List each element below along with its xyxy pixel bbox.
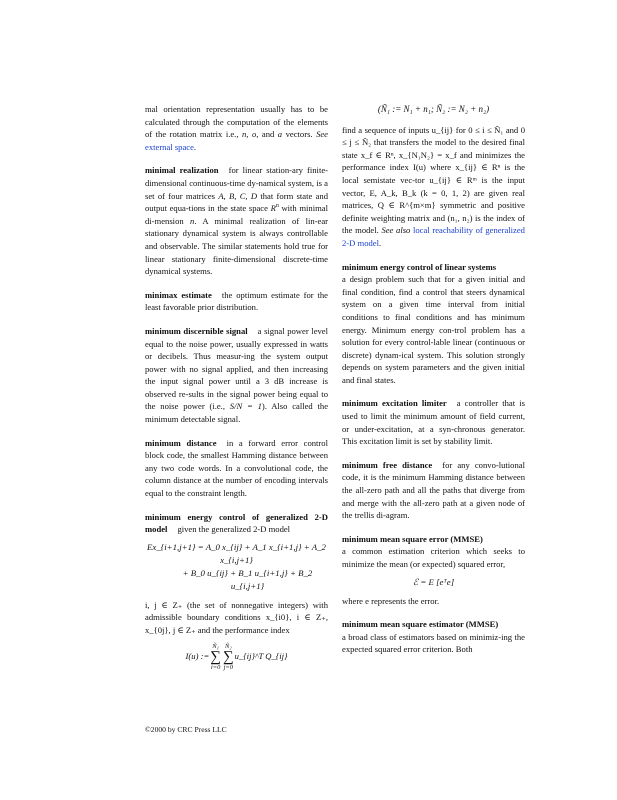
- definition-text-b: i, j ∈ Z₊ (the set of nonnegative integers) with admissible boundary conditions x_{i0}, i ∈ Z₊, x_{0j}, j ∈ Z₊ and the performance index: [145, 599, 328, 635]
- definition-text-b: that form state and output equa-tions in the state space: [145, 190, 328, 214]
- definition-text-a: a signal power level equal to the noise power, usually expressed in watts or decibels. Thus measur-ing the system output power with no signal applied, and then increasing the input signal power until a 3 dB increase is observed re-sults in the signal power being equal to the noise power (i.e.,: [145, 325, 329, 412]
- equation-line-1: Ex_{i+1,j+1} = A_0 x_{ij} + A_1 x_{i+1,j} + A_2 x_{i,j+1}: [147, 541, 326, 565]
- left-column: [145, 103, 328, 679]
- equation-lhs: I(u) :=: [185, 651, 210, 662]
- equation-mmse: ℰ = E [eᵀe]: [412, 576, 455, 587]
- term-min-free-distance: minimum free distance: [342, 459, 433, 470]
- intro-end: .: [193, 141, 197, 152]
- entry-min-energy-linear: [342, 261, 525, 387]
- definition-mats: A, B, C, D: [218, 190, 258, 201]
- link-external-space[interactable]: external space: [145, 141, 194, 152]
- intro-c1: ,: [246, 129, 252, 140]
- definition-rn: R: [270, 203, 276, 214]
- sum-bottom: i=0: [210, 663, 221, 671]
- link-local-reachability[interactable]: local reachability of generalized 2-D model: [342, 225, 525, 248]
- entry-minimum-distance: [145, 437, 328, 500]
- definition-rn-sup: n: [275, 203, 279, 210]
- entry-minimal-realization: [145, 164, 328, 277]
- equation-body: u_{ij}^T Q_{ij}: [234, 651, 288, 662]
- continuation-end: .: [379, 237, 382, 248]
- intro-c2: , and: [256, 129, 278, 140]
- equation-performance-index: [145, 643, 328, 671]
- intro-n: n: [241, 129, 247, 140]
- sum-bottom: j=0: [223, 663, 234, 671]
- entry-mmse-estimator: [342, 618, 525, 656]
- definition-snr: S/N = 1: [229, 401, 262, 412]
- intro-a: a: [277, 129, 283, 140]
- entry-minimum-discernible-signal: [145, 325, 328, 426]
- definition-dim: n: [190, 215, 195, 226]
- sum-symbol-i: Ñ₁ ∑ i=0: [210, 642, 221, 671]
- intro-o: o: [251, 129, 257, 140]
- definition-text-a: for linear station-ary finite-dimensional continuous-time dy-namical system, is a set of four matrices: [145, 165, 329, 201]
- definition-text-a: given the generalized 2-D model: [177, 524, 291, 535]
- sum-top: Ñ₂: [225, 642, 232, 650]
- intro-text-a: mal orientation representation usually has to be calculated through the computation of the elements of the rotation matrix i.e.,: [145, 104, 328, 140]
- definition-text: a controller that is used to limit the minimum amount of field current, or under-excitation, at a syn-chronous generator. This excitation limit is set by stability limit.: [342, 398, 525, 447]
- continuation-text: find a sequence of inputs u_{ij} for 0 ≤ i ≤ Ñ₁ and 0 ≤ j ≤ Ñ₂ that transfers the model to the desired final state x_f ∈ Rⁿ, x_{N₁N₂} = x_f and minimizes the performance index I(u) where x_{ij} ∈ Rⁿ is the local semistate vec-tor u_{ij} ∈ Rᵐ is the input vector, E, A_k, B_k (k = 0, 1, 2) are given real matrices, Q ∈ R^{m×m} symmetric and positive definite weighting matrix and (n₁, n₂) is the index of the model.: [342, 124, 525, 236]
- term-minimum-discernible-signal: minimum discernible signal: [145, 325, 248, 336]
- entry-continuation: [145, 103, 328, 153]
- sum-symbol-j: Ñ₂ ∑ j=0: [222, 642, 234, 671]
- equation-line-2: + B_0 u_{ij} + B_1 u_{i+1,j} + B_2 u_{i,j+1}: [182, 567, 313, 591]
- definition-text: for any convo-lutional code, it is the minimum Hamming distance between the all-zero path and all the paths that diverge from and merge with the all-zero path at a given node of the trellis di-agram.: [342, 459, 525, 521]
- entry-continuation-right: [342, 124, 525, 250]
- term-mmse-estimator: minimum mean square estimator (MMSE): [342, 619, 499, 630]
- equation-n-tilde: (Ñ₁ := N₁ + n₁; Ñ₂ := N₂ + n₂): [377, 104, 490, 114]
- definition-text-a: a common estimation criterion which seeks to minimize the mean (or expected) squared error,: [342, 546, 525, 569]
- entry-min-free-distance: [342, 459, 525, 522]
- see-label: See: [316, 129, 328, 140]
- entry-min-energy-2d: [145, 511, 328, 671]
- entry-min-excitation-limiter: [342, 397, 525, 447]
- entry-minimax-estimate: [145, 289, 328, 314]
- term-minimal-realization: minimal realization: [145, 165, 219, 176]
- equation-2d-model: [145, 541, 328, 593]
- definition-text-b: ). Also called the minimum detectable signal.: [145, 401, 329, 425]
- definition-text: the optimum estimate for the least favorable prior distribution.: [145, 289, 328, 313]
- term-minimax-estimate: minimax estimate: [145, 289, 212, 300]
- term-min-excitation-limiter: minimum excitation limiter: [342, 398, 447, 409]
- term-mmse: minimum mean square error (MMSE): [342, 533, 483, 544]
- intro-text-b: vectors.: [282, 129, 317, 140]
- right-column: [342, 103, 525, 667]
- term-min-energy-2d: minimum energy control of generalized 2-D model: [145, 511, 328, 535]
- definition-text: a design problem such that for a given initial and final condition, find a control that steers dynamical system on a given time interval from initial conditions to final conditions and has minimum energy. Minimum energy con-trol problem has a solution for every control-lable linear (continuous or discrete) dynam-ical system. This solution strongly depends on system parameters and the given initial and final states.: [342, 274, 525, 385]
- see-also-label: See also: [381, 225, 411, 236]
- sum-top: Ñ₁: [212, 642, 219, 650]
- definition-text: in a forward error control block code, the smallest Hamming distance between any two code words. In a convolutional code, the column distance at the number of encoding intervals equal to the constraint length.: [145, 437, 328, 499]
- entry-mmse: [342, 533, 525, 607]
- copyright-footer: ©2000 by CRC Press LLC: [145, 725, 227, 734]
- term-min-energy-linear: minimum energy control of linear systems: [342, 261, 497, 272]
- definition-text-c: with minimal di-mension: [145, 203, 328, 226]
- definition-text-b: where e represents the error.: [342, 595, 440, 606]
- definition-text: a broad class of estimators based on minimiz-ing the expected squared error criterion. Both: [342, 631, 525, 655]
- definition-text-d: . A minimal realization of lin-ear stationary dynamical system is always controllable and observable. The similar statements hold true for linear stationary finite-dimensional discrete-time dynamical systems.: [145, 215, 328, 277]
- term-minimum-distance: minimum distance: [145, 437, 217, 448]
